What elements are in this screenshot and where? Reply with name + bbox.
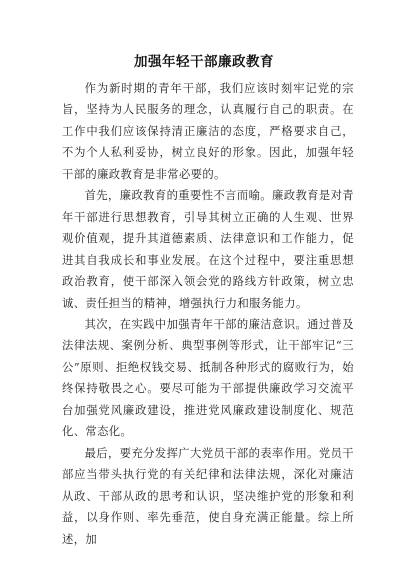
paragraph-intro: 作为新时期的青年干部，我们应该时刻牢记党的宗旨，坚持为人民服务的理念，认真履行自己的职责。在工作中我们应该保持清正廉洁的态度，严格要求自己，不为个人私利妥协，树立良好的形象。因此，加强年轻干部的廉政教育是非常必要的。 (62, 82, 354, 181)
paragraph-first: 首先，廉政教育的重要性不言而喻。廉政教育是对青年干部进行思想教育，引导其树立正确的人生观、世界观价值观，提升其道德素质、法律意识和工作能力，促进其自我成长和事业发展。在这个过程中，要注重思想政治教育，使干部深入领会党的路线方针政策，树立忠诚、责任担当的精神，增强执行力和服务能力。 (62, 189, 354, 310)
paragraph-second: 其次，在实践中加强青年干部的廉洁意识。通过普及法律法规、案例分析、典型事例等形式，让干部牢记“三公”原则、拒绝权钱交易、抵制各种形式的腐败行为，始终保持敬畏之心。要尽可能为干部提供廉政学习交流平台加强党风廉政建设，推进党风廉政建设制度化、规范化、常态化。 (62, 317, 354, 439)
document-title: 加强年轻干部廉政教育 (134, 54, 274, 70)
document-body (62, 78, 354, 550)
paragraph-last: 最后，要充分发挥广大党员干部的表率作用。党员干部应当带头执行党的有关纪律和法律法规，深化对廉洁从政、干部从政的思考和认识，坚决维护党的形象和利益，以身作则、率先垂范，使自身充满正能量。综上所述，加 (62, 446, 354, 546)
